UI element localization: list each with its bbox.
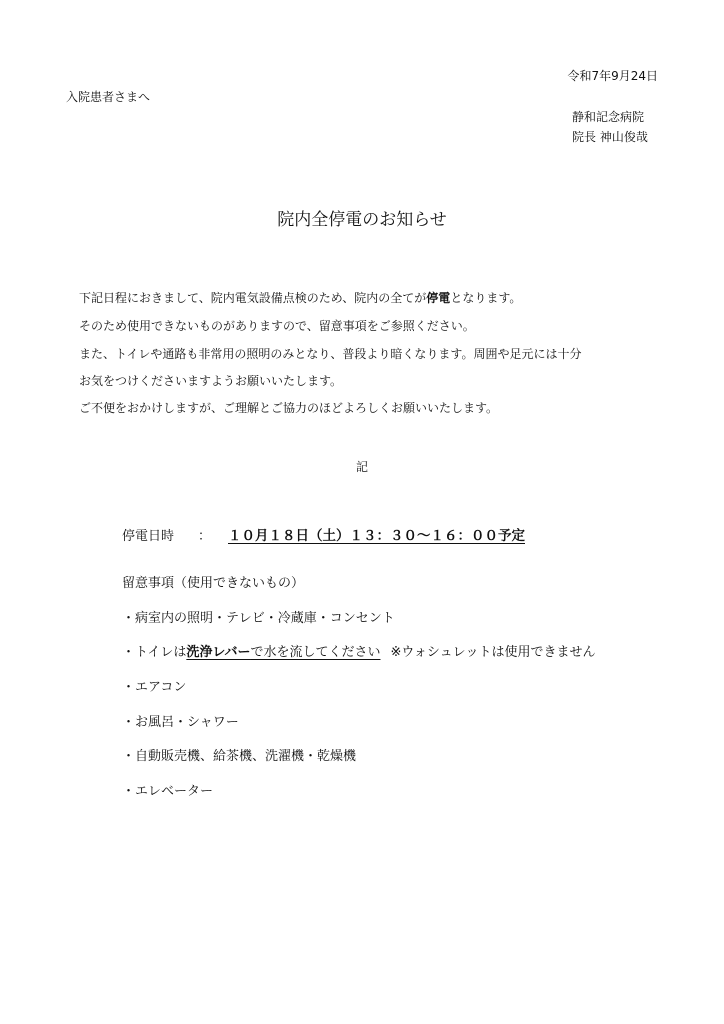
schedule-separator: ：	[198, 529, 212, 544]
notice-title: 院内全停電のお知らせ	[277, 210, 447, 230]
body-line-1-end: となります。	[450, 291, 522, 305]
body-line-1	[79, 289, 521, 306]
ki-marker: 記	[355, 460, 368, 474]
notes-item-bath: ・お風呂・シャワー	[122, 715, 239, 730]
body-line-3: また、トイレや通路も非常用の照明のみとなり、普段より暗くなります。周囲や足元には十分	[79, 347, 582, 361]
body-line-1-bold: 停電	[426, 291, 451, 305]
toilet-instruction: で水を流してください	[250, 645, 381, 660]
notes-item-toilet	[122, 641, 595, 660]
recipient: 入院患者さまへ	[66, 90, 151, 104]
body-line-1-text: 下記日程におきまして、院内電気設備点検のため、院内の全てが	[79, 291, 427, 305]
notes-item-aircon: ・エアコン	[122, 680, 187, 695]
notes-item-lighting: ・病室内の照明・テレビ・冷蔵庫・コンセント	[122, 611, 395, 626]
notice-date: 令和7年9月24日	[567, 69, 658, 83]
body-line-5: ご不便をおかけしますが、ご理解とご協力のほどよろしくお願いいたします。	[79, 401, 499, 415]
body-line-4: お気をつけくださいますようお願いいたします。	[79, 374, 343, 388]
notes-item-vending: ・自動販売機、給茶機、洗濯機・乾燥機	[122, 749, 357, 764]
notes-item-elevator: ・エレベーター	[122, 784, 214, 799]
sender-organization: 静和記念病院	[572, 110, 645, 124]
sender-name: 院長 神山俊哉	[572, 130, 648, 144]
schedule-value: １０月１８日（土）１３：３０～１６：００予定	[228, 528, 525, 544]
flush-lever-text: 洗浄レバー	[186, 645, 251, 660]
body-line-2: そのため使用できないものがありますので、留意事項をご参照ください。	[79, 319, 475, 333]
notes-heading: 留意事項（使用できないもの）	[122, 576, 305, 591]
schedule-label: 停電日時	[122, 529, 175, 544]
toilet-text: ・トイレは	[122, 645, 187, 660]
washlet-note: ※ウォシュレットは使用できません	[390, 645, 596, 660]
